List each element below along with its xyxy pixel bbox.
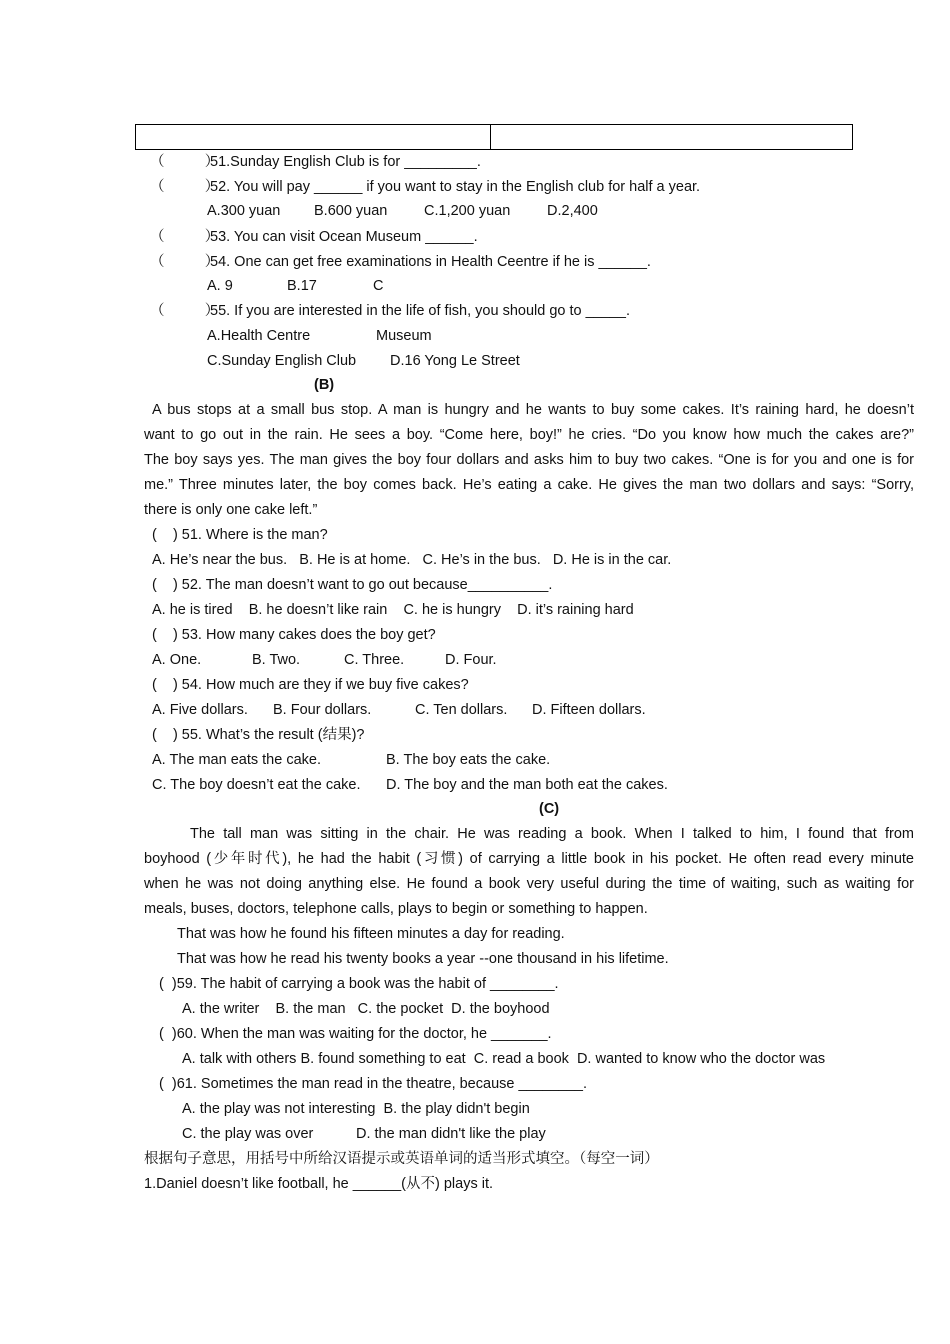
option: B. The boy eats the cake. bbox=[386, 752, 551, 768]
question-a51: 51.Sunday English Club is for _________. bbox=[210, 154, 481, 170]
question-b55: ( ) 55. What’s the result (结果)? bbox=[152, 727, 365, 743]
option: D. the man didn't like the play bbox=[356, 1126, 546, 1142]
question-a54: 54. One can get free examinations in Health Ceentre if he is ______. bbox=[210, 254, 651, 270]
options: A. He’s near the bus. B. He is at home. C. He’s in the bus. D. He is in the car. bbox=[152, 552, 672, 568]
question-c60: ( )60. When the man was waiting for the doctor, he _______. bbox=[159, 1026, 552, 1042]
passage-line: meals, buses, doctors, telephone calls, plays to begin or something to happen. bbox=[144, 901, 648, 917]
option: B. Four dollars. bbox=[273, 702, 372, 718]
passage-line: That was how he found his fifteen minutes a day for reading. bbox=[177, 926, 565, 942]
fill-blank-question-1: 1.Daniel doesn’t like football, he ______(从不) plays it. bbox=[144, 1176, 493, 1192]
bracket: （ ） bbox=[150, 254, 220, 270]
header-table-cell-left bbox=[136, 125, 491, 149]
bracket: （ ） bbox=[150, 229, 220, 245]
question-b53: ( ) 53. How many cakes does the boy get? bbox=[152, 627, 436, 643]
question-b54: ( ) 54. How much are they if we buy five cakes? bbox=[152, 677, 469, 693]
bracket: （ ） bbox=[150, 303, 220, 319]
option: C.Sunday English Club bbox=[207, 353, 357, 369]
option: A.300 yuan bbox=[207, 203, 281, 219]
header-table-cell-right bbox=[491, 125, 852, 149]
option: D. The boy and the man both eat the cakes. bbox=[386, 777, 668, 793]
passage-line: when he was not doing anything else. He found a book very useful during the time of waiting, such as waiting for bbox=[144, 876, 914, 892]
options: A. talk with others B. found something to eat C. read a book D. wanted to know who the doctor was bbox=[182, 1051, 826, 1067]
option: C. The boy doesn’t eat the cake. bbox=[152, 777, 361, 793]
options: A. he is tired B. he doesn’t like rain C. he is hungry D. it’s raining hard bbox=[152, 602, 634, 618]
passage-line: The tall man was sitting in the chair. He was reading a book. When I talked to him, I found that from bbox=[190, 826, 914, 842]
option: B. Two. bbox=[252, 652, 301, 668]
option: D. Fifteen dollars. bbox=[532, 702, 646, 718]
question-a52: 52. You will pay ______ if you want to stay in the English club for half a year. bbox=[210, 179, 701, 195]
question-c59: ( )59. The habit of carrying a book was the habit of ________. bbox=[159, 976, 559, 992]
option: D. Four. bbox=[445, 652, 497, 668]
option: C bbox=[373, 278, 384, 294]
option: A.Health Centre bbox=[207, 328, 311, 344]
instruction: 根据句子意思，用括号中所给汉语提示或英语单词的适当形式填空。（每空一词） bbox=[144, 1151, 659, 1167]
option: D.16 Yong Le Street bbox=[390, 353, 520, 369]
passage-line: there is only one cake left.” bbox=[144, 502, 318, 518]
section-heading: (B) bbox=[314, 377, 335, 393]
option: A. 9 bbox=[207, 278, 233, 294]
header-table bbox=[135, 124, 853, 150]
passage-line: That was how he read his twenty books a year --one thousand in his lifetime. bbox=[177, 951, 669, 967]
options: A. the play was not interesting B. the play didn't begin bbox=[182, 1101, 530, 1117]
passage-line: want to go out in the rain. He sees a boy. “Come here, boy!” he cries. “Do you know how much the cakes are?” bbox=[144, 427, 914, 443]
option: Museum bbox=[376, 328, 432, 344]
option: B.17 bbox=[287, 278, 317, 294]
bracket: （ ） bbox=[150, 154, 220, 170]
question-a53: 53. You can visit Ocean Museum ______. bbox=[210, 229, 478, 245]
option: D.2,400 bbox=[547, 203, 598, 219]
passage-line: boyhood (少年时代), he had the habit (习惯) of carrying a little book in his pocket. He often read every minute bbox=[144, 851, 914, 867]
option: A. One. bbox=[152, 652, 202, 668]
question-a55: 55. If you are interested in the life of fish, you should go to _____. bbox=[210, 303, 630, 319]
option: C.1,200 yuan bbox=[424, 203, 511, 219]
option: B.600 yuan bbox=[314, 203, 388, 219]
question-b51: ( ) 51. Where is the man? bbox=[152, 527, 328, 543]
passage-line: The boy says yes. The man gives the boy four dollars and asks him to buy two cakes. “One is for you and one is for bbox=[144, 452, 914, 468]
option: A. Five dollars. bbox=[152, 702, 248, 718]
passage-line: me.” Three minutes later, the boy comes back. He’s eating a cake. He gives the man two dollars and says: “Sorry, bbox=[144, 477, 914, 493]
option: C. Ten dollars. bbox=[415, 702, 508, 718]
bracket: （ ） bbox=[150, 179, 220, 195]
question-c61: ( )61. Sometimes the man read in the theatre, because ________. bbox=[159, 1076, 588, 1092]
passage-line: A bus stops at a small bus stop. A man is hungry and he wants to buy some cakes. It’s raining hard, he doesn’t bbox=[152, 402, 914, 418]
question-b52: ( ) 52. The man doesn’t want to go out because__________. bbox=[152, 577, 553, 593]
option: C. Three. bbox=[344, 652, 405, 668]
option: C. the play was over bbox=[182, 1126, 314, 1142]
option: A. The man eats the cake. bbox=[152, 752, 321, 768]
options: A. the writer B. the man C. the pocket D. the boyhood bbox=[182, 1001, 550, 1017]
section-heading: (C) bbox=[539, 801, 560, 817]
